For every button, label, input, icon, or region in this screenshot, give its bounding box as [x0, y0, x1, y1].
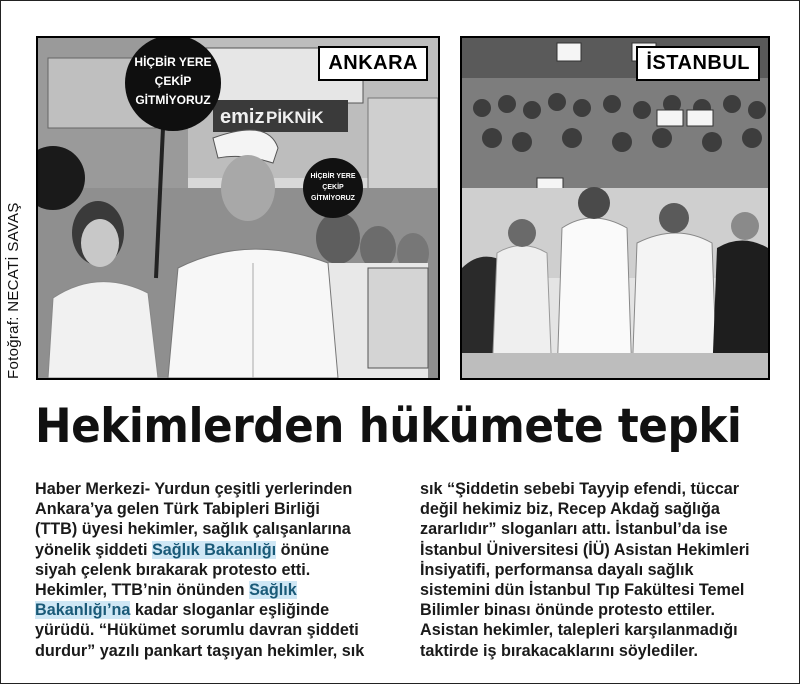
big-sign-line-2: ÇEKİP [154, 74, 192, 88]
istanbul-photo [460, 36, 770, 380]
article-column-left [35, 479, 397, 661]
istanbul-photo-scene [462, 38, 768, 378]
article-line: sık “Şiddetin sebebi Tayyip efendi, tüccar [420, 480, 740, 498]
article-column-right [420, 479, 775, 661]
article-line: taktirde iş bırakacaklarını söylediler. [420, 641, 699, 660]
article-text: yönelik şiddeti [35, 540, 152, 559]
article-line: İstanbul Üniversitesi (İÜ) Asistan Hekimleri [420, 540, 750, 559]
small-sign-line-3: GİTMİYORUZ [311, 195, 355, 202]
small-sign-line-1: HİÇBİR YERE [310, 173, 356, 180]
article-text: Hekimler, TTB’nin önünden [35, 581, 250, 600]
article-line: Ankara’ya gelen Türk Tabipleri Birliği [35, 500, 320, 519]
storefront-text-1: emiz [220, 106, 265, 128]
article-line: yürüdü. “Hükümet sorumlu davran şiddeti [35, 621, 359, 640]
storefront-text-2: PİKNİK [266, 108, 324, 127]
ministry-link[interactable]: Sağlık Bakanlığı [151, 540, 277, 559]
big-sign-line-3: GİTMİYORUZ [135, 93, 211, 107]
article-line: durdur” yazılı pankart taşıyan hekimler, sık [35, 641, 365, 660]
ministry-link[interactable]: Bakanlığı’na [35, 601, 131, 620]
ministry-link[interactable]: Sağlık [249, 581, 297, 600]
article-line [35, 600, 397, 620]
istanbul-label: İSTANBUL [636, 46, 760, 81]
ankara-photo [36, 36, 440, 380]
ankara-photo-scene [38, 38, 438, 378]
ankara-label: ANKARA [318, 46, 428, 81]
article-line: Bilimler binası önünde protesto ettiler. [420, 601, 716, 620]
article-text: önüne [276, 540, 330, 559]
article-line: İnsiyatifi, performansa dayalı sağlık [420, 560, 694, 579]
headline: Hekimlerden hükümete tepki [35, 399, 742, 454]
small-sign-line-2: ÇEKİP [322, 184, 344, 191]
article-line: zararlıdır” sloganları attı. İstanbul’da ise [420, 520, 728, 539]
article-line: değil hekimiz biz, Recep Akdağ sağlığa [420, 500, 720, 519]
article-line [35, 540, 397, 560]
article-line: (TTB) üyesi hekimler, sağlık çalışanlarına [35, 520, 351, 539]
article-line: Haber Merkezi- Yurdun çeşitli yerlerinden [35, 480, 353, 498]
big-sign-line-1: HİÇBİR YERE [134, 55, 212, 69]
article-line: Asistan hekimler, talepleri karşılanmadığı [420, 621, 738, 640]
photo-credit: Fotoğraf: NECATİ SAVAŞ [5, 202, 22, 379]
article-line: siyah çelenk bırakarak protesto etti. [35, 560, 311, 579]
article-line [35, 580, 397, 600]
article-text: kadar sloganlar eşliğinde [130, 601, 330, 620]
article-line: sistemini dün İstanbul Tıp Fakültesi Temel [420, 581, 745, 600]
